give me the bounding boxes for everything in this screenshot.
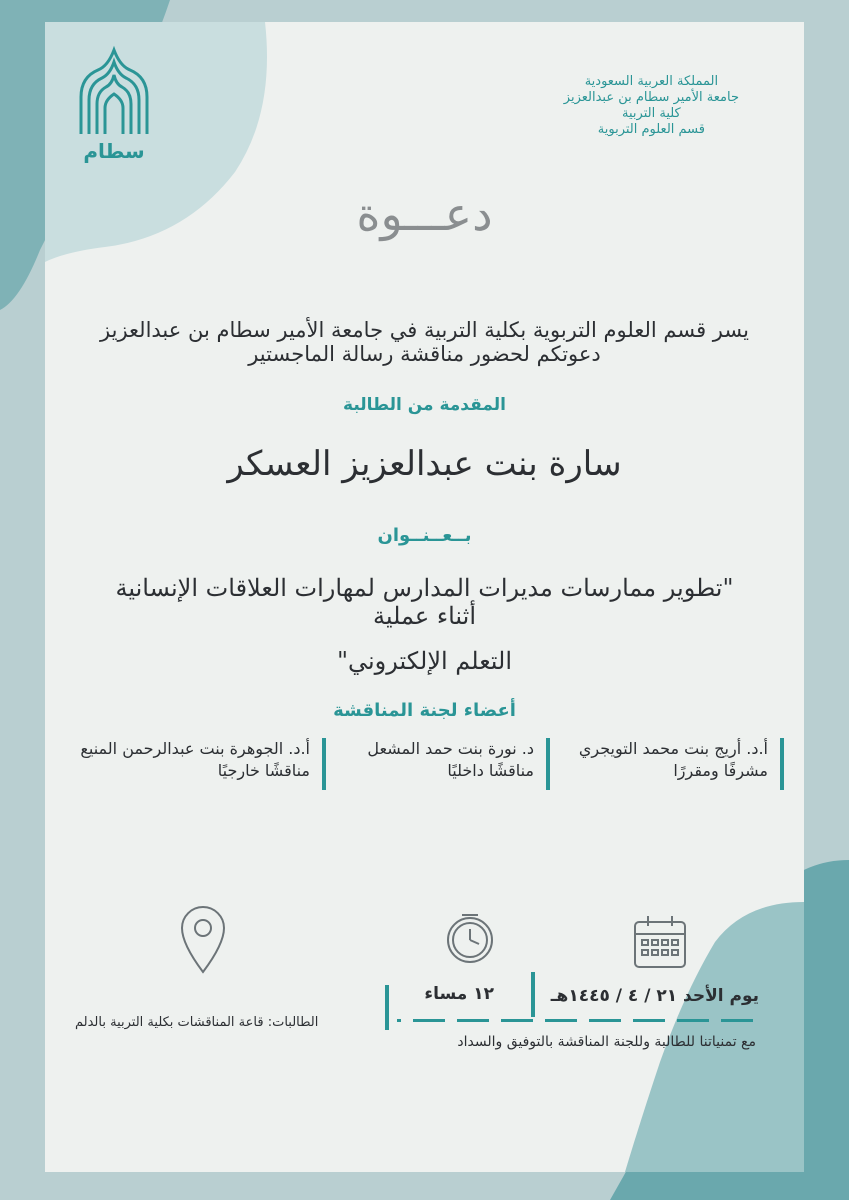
member-role: مناقشًا خارجيًا — [217, 761, 310, 780]
header-line-3: كلية التربية — [622, 106, 681, 121]
logo-wordmark: سطام — [83, 139, 145, 163]
university-logo — [73, 42, 155, 166]
member-name: د. نورة بنت حمد المشعل — [367, 739, 534, 758]
header-line-2: جامعة الأمير سطام بن عبدالعزيز — [563, 90, 739, 105]
intro-line-2: دعوتكم لحضور مناقشة رسالة الماجستير — [248, 342, 601, 366]
invitation-title: دعـــوة — [356, 187, 493, 241]
intro-line-1: يسر قسم العلوم التربوية بكلية التربية في جامعة الأمير سطام بن عبدالعزيز — [100, 318, 749, 342]
event-time: ١٢ مساء — [424, 984, 494, 1004]
committee-member — [579, 738, 784, 790]
committee-member — [80, 738, 326, 790]
invitation-card — [45, 22, 804, 1172]
thesis-title-line-2: التعلم الإلكتروني" — [336, 647, 513, 675]
closing-wishes: مع تمنياتنا للطالبة وللجنة المناقشة بالتوفيق والسداد — [457, 1034, 756, 1050]
presented-by-label: المقدمة من الطالبة — [343, 395, 506, 415]
member-role: مشرفًا ومقررًا — [673, 761, 768, 780]
header-line-1: المملكة العربية السعودية — [584, 74, 719, 89]
committee-member — [367, 738, 550, 790]
member-name: أ.د. الجوهرة بنت عبدالرحمن المنيع — [80, 739, 310, 758]
committee-members — [45, 738, 804, 798]
dashed-divider — [397, 1019, 753, 1022]
clock-icon — [440, 907, 500, 967]
divider-line — [385, 985, 389, 1030]
student-name: سارة بنت عبدالعزيز العسكر — [227, 444, 622, 484]
member-name: أ.د. أريج بنت محمد التويجري — [578, 739, 768, 758]
institution-header — [564, 74, 739, 138]
calendar-icon — [630, 912, 690, 972]
committee-heading: أعضاء لجنة المناقشة — [333, 700, 516, 721]
member-role: مناقشًا داخليًا — [447, 761, 534, 780]
divider-line — [531, 972, 535, 1017]
event-date: يوم الأحد ٢١ / ٤ / ١٤٤٥هـ — [550, 986, 759, 1006]
invitation-intro — [45, 318, 804, 366]
location-pin-icon — [178, 904, 228, 974]
header-line-4: قسم العلوم التربوية — [597, 122, 705, 137]
thesis-title-line-1: "تطوير ممارسات مديرات المدارس لمهارات العلاقات الإنسانية أثناء عملية — [115, 574, 734, 630]
event-location: الطالبات: قاعة المناقشات بكلية التربية بالدلم — [75, 1015, 319, 1030]
titled-label: بــعــنــوان — [377, 525, 472, 546]
logo-arch-icon — [73, 42, 155, 166]
